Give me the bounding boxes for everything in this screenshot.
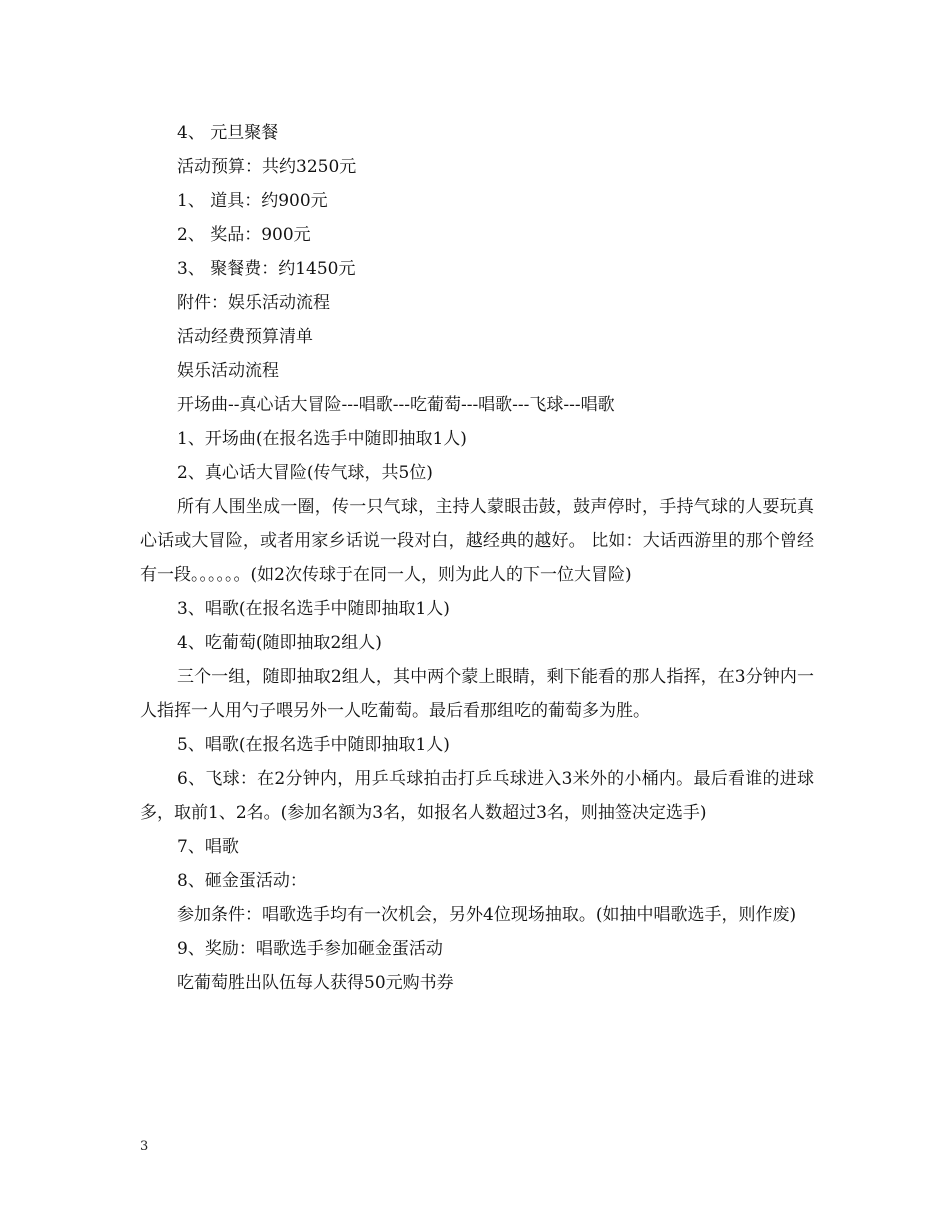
truth-or-dare-description: 所有人围坐成一圈，传一只气球，主持人蒙眼击鼓，鼓声停时，手持气球的人要玩真心话或大冒险，或者用家乡话说一段对白，越经典的越好。 比如：大话西游里的那个曾经有一段。。。。。。(如2次传球于在同一人，则为此人的下一位大冒险): [140, 497, 814, 585]
attachment-title: 附件：娱乐活动流程: [177, 293, 330, 313]
item-eating-grapes: 4、吃葡萄(随即抽取2组人): [177, 633, 382, 653]
golden-egg-conditions: 参加条件：唱歌选手均有一次机会，另外4位现场抽取。(如抽中唱歌选手，则作废): [177, 905, 797, 925]
page-number: 3: [140, 1139, 149, 1154]
budget-props: 1、 道具：约900元: [177, 191, 328, 211]
list-item-new-year-dinner: 4、 元旦聚餐: [177, 123, 279, 143]
budget-prizes: 2、 奖品：900元: [177, 225, 311, 245]
reward-grapes-winner: 吃葡萄胜出队伍每人获得50元购书券: [177, 973, 454, 993]
budget-total: 活动预算：共约3250元: [177, 157, 357, 177]
document-body: [140, 116, 814, 1000]
item-singing-3: 7、唱歌: [177, 837, 239, 857]
item-rewards: 9、奖励：唱歌选手参加砸金蛋活动: [177, 939, 443, 959]
item-singing-1: 3、唱歌(在报名选手中随即抽取1人): [177, 599, 450, 619]
budget-list-title: 活动经费预算清单: [177, 327, 313, 347]
program-sequence: 开场曲--真心话大冒险---唱歌---吃葡萄---唱歌---飞球---唱歌: [177, 395, 615, 415]
item-flying-ball: 6、飞球：在2分钟内，用乒乓球拍击打乒乓球进入3米外的小桶内。最后看谁的进球多，取前1、2名。(参加名额为3名，如报名人数超过3名，则抽签决定选手): [140, 769, 814, 823]
item-singing-2: 5、唱歌(在报名选手中随即抽取1人): [177, 735, 450, 755]
grapes-description: 三个一组，随即抽取2组人，其中两个蒙上眼睛，剩下能看的那人指挥，在3分钟内一人指挥一人用勺子喂另外一人吃葡萄。最后看那组吃的葡萄多为胜。: [140, 667, 814, 721]
item-truth-or-dare: 2、真心话大冒险(传气球，共5位): [177, 463, 433, 483]
program-flow-title: 娱乐活动流程: [177, 361, 279, 381]
item-opening-song: 1、开场曲(在报名选手中随即抽取1人): [177, 429, 467, 449]
budget-dinner: 3、 聚餐费：约1450元: [177, 259, 356, 279]
item-golden-egg: 8、砸金蛋活动：: [177, 871, 307, 891]
